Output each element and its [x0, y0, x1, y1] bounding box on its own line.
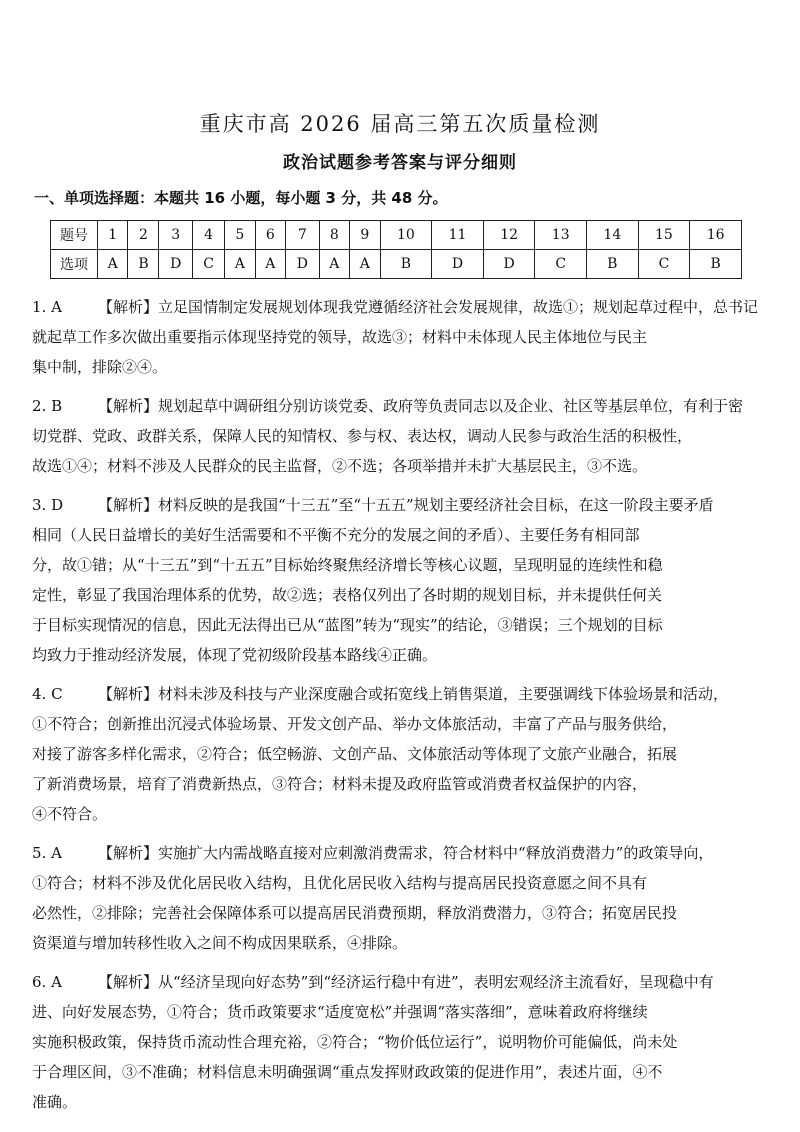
- question-number-cell: 4: [192, 221, 224, 250]
- answer-cell: C: [192, 250, 224, 279]
- explanation-line: 了新消费场景，培育了消费新热点，③符合；材料未提及政府监管或消费者权益保护的内容，: [32, 775, 648, 793]
- question-number-cell: 11: [432, 221, 484, 250]
- explanation-line: ①符合；材料不涉及优化居民收入结构，且优化居民收入结构与提高居民投资意愿之间不具有: [32, 874, 648, 892]
- answer-cell: C: [535, 250, 587, 279]
- question-number-cell: 7: [286, 221, 320, 250]
- answer-cell: A: [98, 250, 128, 279]
- answer-cell: A: [319, 250, 349, 279]
- page-title: 重庆市高 2026 届高三第五次质量检测: [199, 112, 601, 136]
- explanation-number: 2. B: [32, 397, 63, 415]
- explanation-line: 【解析】立足国情制定发展规划体现我党遵循经济社会发展规律，故选①；规划起草过程中，总书记: [98, 298, 759, 316]
- explanation-line: 相同（人民日益增长的美好生活需要和不平衡不充分的发展之间的矛盾）、主要任务有相同部: [32, 526, 640, 544]
- explanation-line: 就起草工作多次做出重要指示体现坚持党的领导，故选③；材料中未体现人民主体地位与民主: [32, 328, 648, 346]
- explanation-line: 【解析】实施扩大内需战略直接对应刺激消费需求，符合材料中“释放消费潜力”的政策导向，: [98, 844, 714, 862]
- explanation-item: [32, 679, 772, 829]
- explanation-line: ④不符合。: [32, 805, 108, 823]
- explanation-line: 分，故①错；从“十三五”到“十五五”目标始终聚焦经济增长等核心议题，呈现明显的连续性和稳: [32, 556, 663, 574]
- answer-cell: D: [483, 250, 535, 279]
- explanation-number: 1. A: [32, 298, 62, 316]
- question-number-cell: 6: [255, 221, 285, 250]
- explanation-line: 对接了游客多样化需求，②符合；低空畅游、文创产品、文体旅活动等体现了文旅产业融合，拓展: [32, 745, 678, 763]
- explanation-item: [32, 292, 772, 382]
- explanation-line: 于合理区间，③不准确；材料信息未明确强调“重点发挥财政政策的促进作用”，表述片面，④不: [32, 1063, 663, 1081]
- explanation-line: 实施积极政策，保持货币流动性合理充裕，②符合；“物价低位运行”，说明物价可能偏低，尚未处: [32, 1033, 678, 1051]
- explanation-line: 故选①④；材料不涉及人民群众的民主监督，②不选；各项举措并未扩大基层民主，③不选。: [32, 457, 648, 475]
- question-number-cell: 10: [380, 221, 432, 250]
- explanation-line: 集中制，排除②④。: [32, 358, 168, 376]
- explanation-item: [32, 838, 772, 958]
- row-label-answer: 选项: [51, 250, 98, 279]
- explanation-line: 【解析】材料反映的是我国“十三五”至“十五五”规划主要经济社会目标，在这一阶段主要矛盾: [98, 496, 714, 514]
- question-number-cell: 8: [319, 221, 349, 250]
- answer-cell: A: [225, 250, 255, 279]
- row-label-number: 题号: [51, 221, 98, 250]
- answer-cell: C: [638, 250, 690, 279]
- explanation-line: 定性，彰显了我国治理体系的优势，故②选；表格仅列出了各时期的规划目标，并未提供任何关: [32, 586, 663, 604]
- explanation-item: [32, 490, 772, 670]
- explanation-number: 4. C: [32, 685, 63, 703]
- explanation-line: 切党群、党政、政群关系，保障人民的知情权、参与权、表达权，调动人民参与政治生活的积极性，: [32, 427, 693, 445]
- section-heading: 一、单项选择题：本题共 16 小题，每小题 3 分，共 48 分。: [34, 189, 448, 207]
- explanation-line: 准确。: [32, 1093, 78, 1111]
- explanation-item: [32, 967, 772, 1117]
- question-number-cell: 16: [690, 221, 742, 250]
- answer-cell: B: [690, 250, 742, 279]
- page-subtitle: 政治试题参考答案与评分细则: [283, 153, 517, 173]
- explanation-line: 【解析】规划起草中调研组分别访谈党委、政府等负责同志以及企业、社区等基层单位，有利于密: [98, 397, 744, 415]
- answer-table: [50, 220, 742, 279]
- answer-cell: D: [286, 250, 320, 279]
- question-number-cell: 14: [587, 221, 639, 250]
- answer-cell: B: [380, 250, 432, 279]
- answer-table-answer-row: [51, 250, 742, 279]
- question-number-cell: 15: [638, 221, 690, 250]
- answer-cell: B: [128, 250, 159, 279]
- explanation-number: 6. A: [32, 973, 62, 991]
- answer-cell: B: [587, 250, 639, 279]
- explanation-line: 资渠道与增加转移性收入之间不构成因果联系，④排除。: [32, 934, 408, 952]
- answer-cell: A: [255, 250, 285, 279]
- explanation-line: 【解析】材料未涉及科技与产业深度融合或拓宽线上销售渠道，主要强调线下体验场景和活动，: [98, 685, 729, 703]
- question-number-cell: 1: [98, 221, 128, 250]
- explanation-list: [32, 292, 772, 1126]
- answer-cell: A: [350, 250, 380, 279]
- question-number-cell: 13: [535, 221, 587, 250]
- answer-cell: D: [432, 250, 484, 279]
- question-number-cell: 12: [483, 221, 535, 250]
- explanation-line: 【解析】从“经济呈现向好态势”到“经济运行稳中有进”，表明宏观经济主流看好，呈现稳中有: [98, 973, 714, 991]
- question-number-cell: 5: [225, 221, 255, 250]
- answer-table-number-row: [51, 221, 742, 250]
- explanation-line: 进、向好发展态势，①符合；货币政策要求“适度宽松”并强调“落实落细”，意味着政府将继续: [32, 1003, 648, 1021]
- explanation-number: 5. A: [32, 844, 62, 862]
- answer-cell: D: [159, 250, 193, 279]
- explanation-line: 均致力于推动经济发展，体现了党初级阶段基本路线④正确。: [32, 646, 438, 664]
- explanation-line: 于目标实现情况的信息，因此无法得出已从“蓝图”转为“现实”的结论，③错误；三个规划的目标: [32, 616, 663, 634]
- explanation-line: ①不符合；创新推出沉浸式体验场景、开发文创产品、举办文体旅活动，丰富了产品与服务供给，: [32, 715, 678, 733]
- explanation-item: [32, 391, 772, 481]
- question-number-cell: 9: [350, 221, 380, 250]
- explanation-number: 3. D: [32, 496, 64, 514]
- question-number-cell: 3: [159, 221, 193, 250]
- explanation-line: 必然性，②排除；完善社会保障体系可以提高居民消费预期，释放消费潜力，③符合；拓宽居民投: [32, 904, 678, 922]
- question-number-cell: 2: [128, 221, 159, 250]
